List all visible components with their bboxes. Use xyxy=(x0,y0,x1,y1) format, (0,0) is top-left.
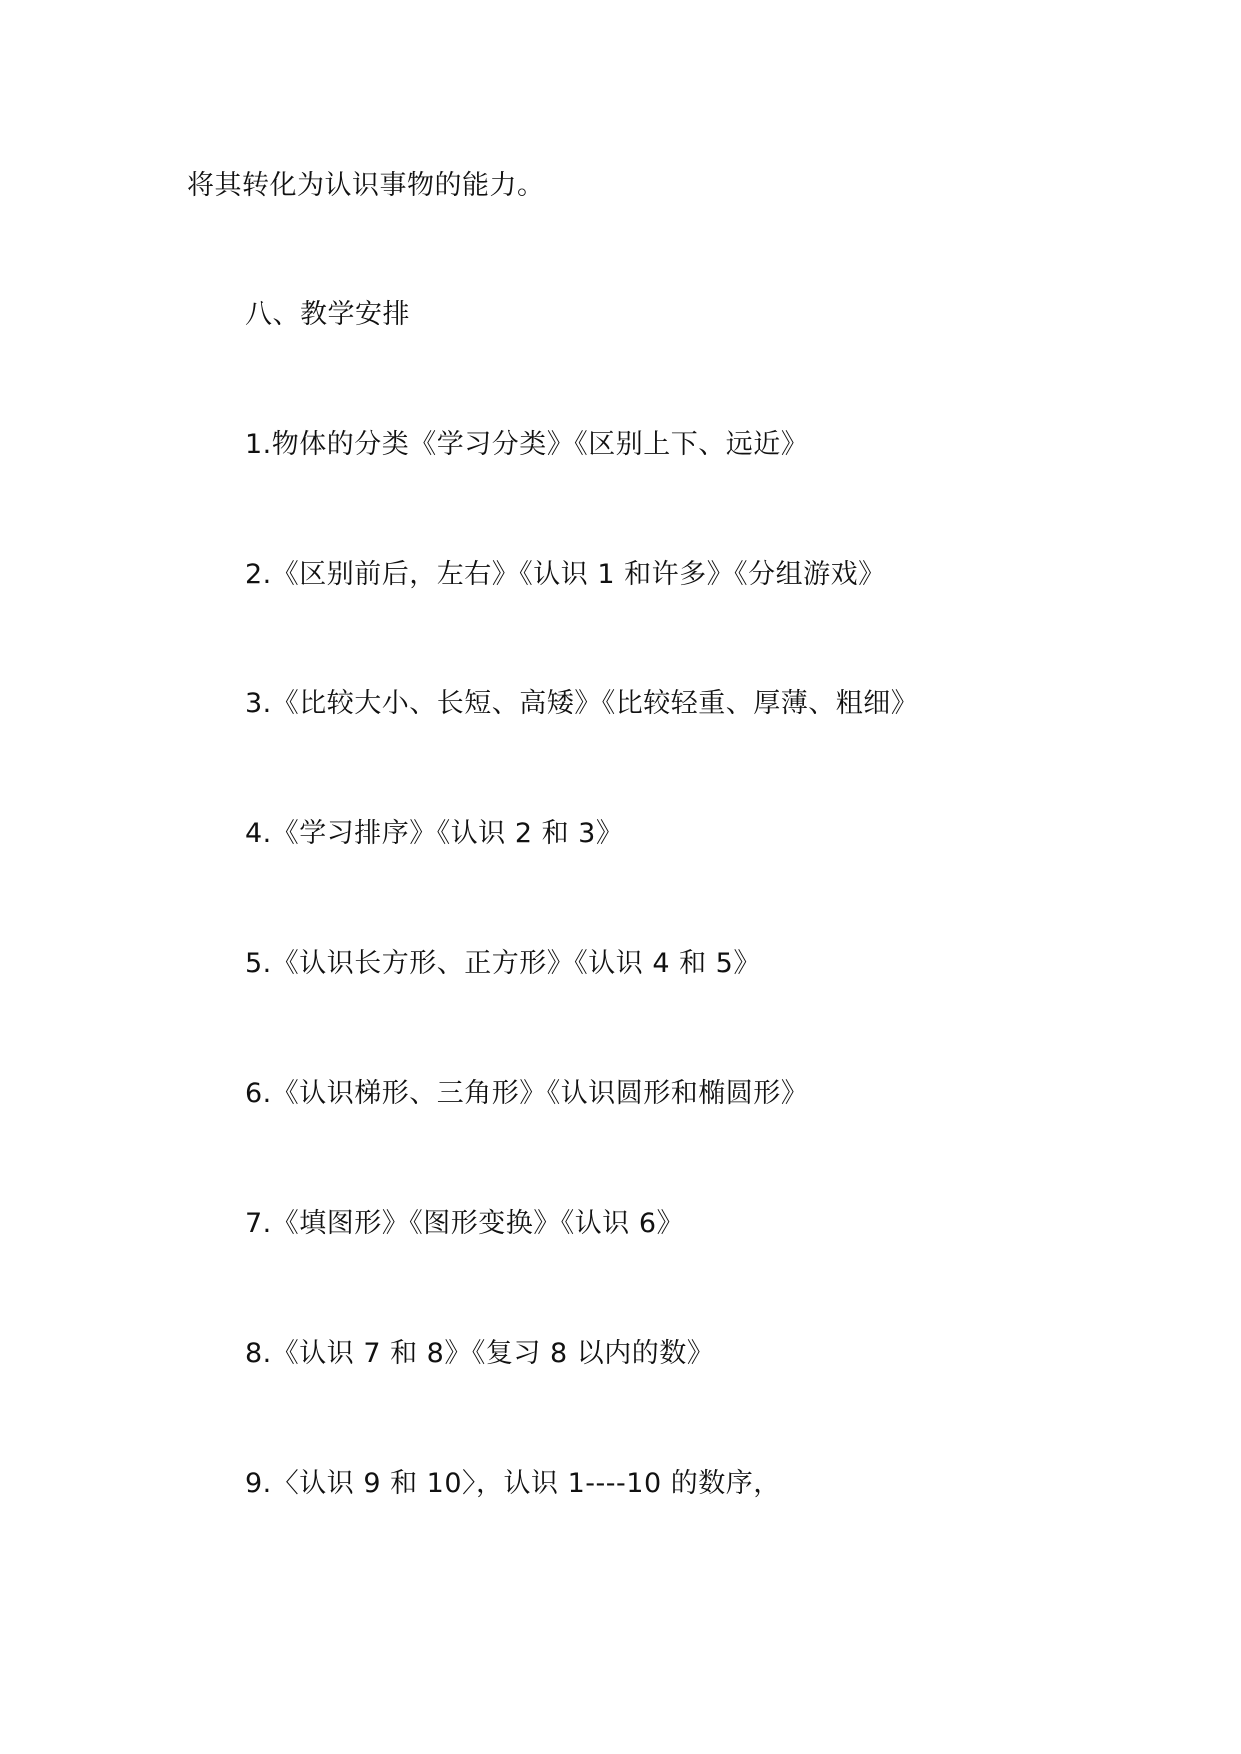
schedule-item-6: 6.《认识梯形、三角形》《认识圆形和椭圆形》 xyxy=(245,1078,809,1109)
schedule-item-2: 2.《区别前后，左右》《认识 1 和许多》《分组游戏》 xyxy=(245,559,886,590)
schedule-item-5: 5.《认识长方形、正方形》《认识 4 和 5》 xyxy=(245,948,761,979)
schedule-item-1: 1.物体的分类《学习分类》《区别上下、远近》 xyxy=(245,429,809,460)
schedule-item-8: 8.《认识 7 和 8》《复习 8 以内的数》 xyxy=(245,1338,715,1369)
schedule-item-7: 7.《填图形》《图形变换》《认识 6》 xyxy=(245,1208,685,1239)
schedule-item-4: 4.《学习排序》《认识 2 和 3》 xyxy=(245,818,624,849)
schedule-item-3: 3.《比较大小、长短、高矮》《比较轻重、厚薄、粗细》 xyxy=(245,688,919,719)
schedule-item-9: 9.〈认识 9 和 10〉，认识 1----10 的数序， xyxy=(245,1468,781,1499)
section-heading: 八、教学安排 xyxy=(245,299,410,330)
continuation-text: 将其转化为认识事物的能力。 xyxy=(187,170,545,201)
